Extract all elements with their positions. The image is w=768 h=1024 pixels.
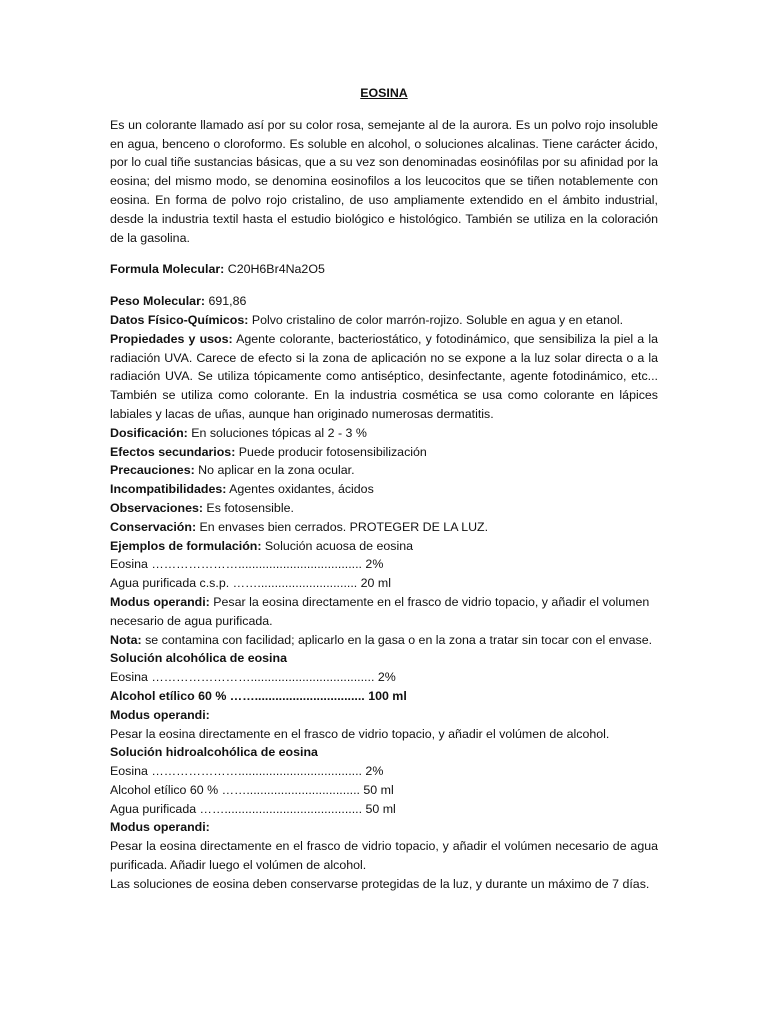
document-page xyxy=(110,84,658,894)
dosificacion-label: Dosificación: xyxy=(110,425,188,440)
conservacion-line xyxy=(110,518,658,537)
incompatibilidades-label: Incompatibilidades: xyxy=(110,482,227,497)
modus-operandi-3-label-text: Modus operandi: xyxy=(110,820,210,835)
datos-value: Polvo cristalino de color marrón-rojizo. Soluble en agua y en etanol. xyxy=(248,312,624,327)
precauciones-value: No aplicar en la zona ocular. xyxy=(194,463,355,478)
formula-line xyxy=(110,260,658,279)
modus-operandi-1 xyxy=(110,593,658,631)
precauciones-line xyxy=(110,461,658,480)
datos-line xyxy=(110,311,658,330)
ejemplos-label: Ejemplos de formulación: xyxy=(110,538,262,553)
incompatibilidades-value: Agentes oxidantes, ácidos xyxy=(226,482,374,497)
propiedades-paragraph xyxy=(110,330,658,424)
nota-text: se contamina con facilidad; aplicarlo en la gasa o en la zona a tratar sin tocar con el envase. xyxy=(141,632,653,647)
acuosa-eosina-line: Eosina ………………….................................... 2% xyxy=(110,557,384,572)
modus-operandi-1-text: Pesar la eosina directamente en el frasco de vidrio topacio, y añadir el volumen necesario de agua purificada. xyxy=(110,594,650,628)
incompatibilidades-line xyxy=(110,480,658,499)
modus-operandi-2-label xyxy=(110,706,658,725)
dosificacion-value: En soluciones tópicas al 2 - 3 % xyxy=(187,425,367,440)
alcoholica-title xyxy=(110,649,658,668)
alcoholica-eosina-line: Eosina …………………….................................... 2% xyxy=(110,670,396,685)
nota-label: Nota: xyxy=(110,632,142,647)
intro-paragraph: Es un colorante llamado así por su color rosa, semejante al de la aurora. Es un polvo rojo insoluble en agua, benceno o cloroformo. Es soluble en alcohol, o soluciones alcalinas. Tiene carácter ácido, por lo cual tiñe sustancias básicas, que a su vez son denominadas eosinófilas por su afinidad por la eosina; del mismo modo, se denomina eosinofilos a los leucocitos que se tiñen notablemente con eosina. En forma de polvo rojo cristalino, de uso ampliamente extendido en el ámbito industrial, desde la industria textil hasta el estudio biológico e histológico. También se utiliza en la coloración de la gasolina. xyxy=(110,117,658,245)
formula-label: Formula Molecular: xyxy=(110,262,225,277)
peso-line xyxy=(110,292,658,311)
conservacion-value: En envases bien cerrados. PROTEGER DE LA LUZ. xyxy=(196,519,489,534)
hidro-title-text: Solución hidroalcohólica de eosina xyxy=(110,745,318,760)
ejemplos-line xyxy=(110,537,658,556)
modus-operandi-1-label: Modus operandi: xyxy=(110,594,210,609)
observaciones-line xyxy=(110,499,658,518)
hidro-eosina-line: Eosina ………………….................................... 2% xyxy=(110,764,384,779)
nota-line xyxy=(110,631,658,650)
document-title: EOSINA xyxy=(360,86,408,100)
conservacion-label: Conservación: xyxy=(110,519,197,534)
final-note: Las soluciones de eosina deben conservarse protegidas de la luz, y durante un máximo de 7 días. xyxy=(110,876,650,891)
alcoholica-title-text: Solución alcohólica de eosina xyxy=(110,651,287,666)
hidro-agua-line: Agua purificada ……........................................ 50 ml xyxy=(110,801,396,816)
peso-value: 691,86 xyxy=(205,294,247,309)
alcoholica-alcohol-line xyxy=(110,687,658,706)
modus-operandi-2-label-text: Modus operandi: xyxy=(110,707,210,722)
modus-operandi-3-label xyxy=(110,818,658,837)
acuosa-agua-line: Agua purificada c.s.p. ……............................. 20 ml xyxy=(110,576,391,591)
datos-label: Datos Físico-Químicos: xyxy=(110,312,249,327)
alcoholica-alcohol-text: Alcohol etílico 60 % ……................................ 100 ml xyxy=(110,688,407,703)
observaciones-label: Observaciones: xyxy=(110,500,203,515)
hidro-title xyxy=(110,743,658,762)
efectos-label: Efectos secundarios: xyxy=(110,444,236,459)
efectos-value: Puede producir fotosensibilización xyxy=(235,444,427,459)
dosificacion-line xyxy=(110,424,658,443)
peso-label: Peso Molecular: xyxy=(110,294,206,309)
precauciones-label: Precauciones: xyxy=(110,463,195,478)
propiedades-label: Propiedades y usos: xyxy=(110,331,233,346)
observaciones-value: Es fotosensible. xyxy=(202,500,294,515)
formula-value: C20H6Br4Na2O5 xyxy=(224,262,325,277)
ejemplos-value: Solución acuosa de eosina xyxy=(261,538,414,553)
hidro-alcohol-line: Alcohol etílico 60 % ……................................. 50 ml xyxy=(110,782,394,797)
efectos-line xyxy=(110,443,658,462)
modus-operandi-3-text: Pesar la eosina directamente en el frasco de vidrio topacio, y añadir el volúmen necesario de agua purificada. Añadir luego el volúmen de alcohol. xyxy=(110,839,658,873)
modus-operandi-2-text: Pesar la eosina directamente en el frasco de vidrio topacio, y añadir el volúmen de alcohol. xyxy=(110,726,610,741)
propiedades-value: Agente colorante, bacteriostático, y fotodinámico, que sensibiliza la piel a la radiación UVA. Carece de efecto si la zona de aplicación no se expone a la luz solar directa o a la radiación UVA. Se utiliza tópicamente como antiséptico, desinfectante, agente fotodinámico, etc... También se utiliza como colorante. En la industria cosmética se usa como colorante en lápices labiales y lacas de uñas, aunque han originado numerosas dermatitis. xyxy=(110,331,658,421)
